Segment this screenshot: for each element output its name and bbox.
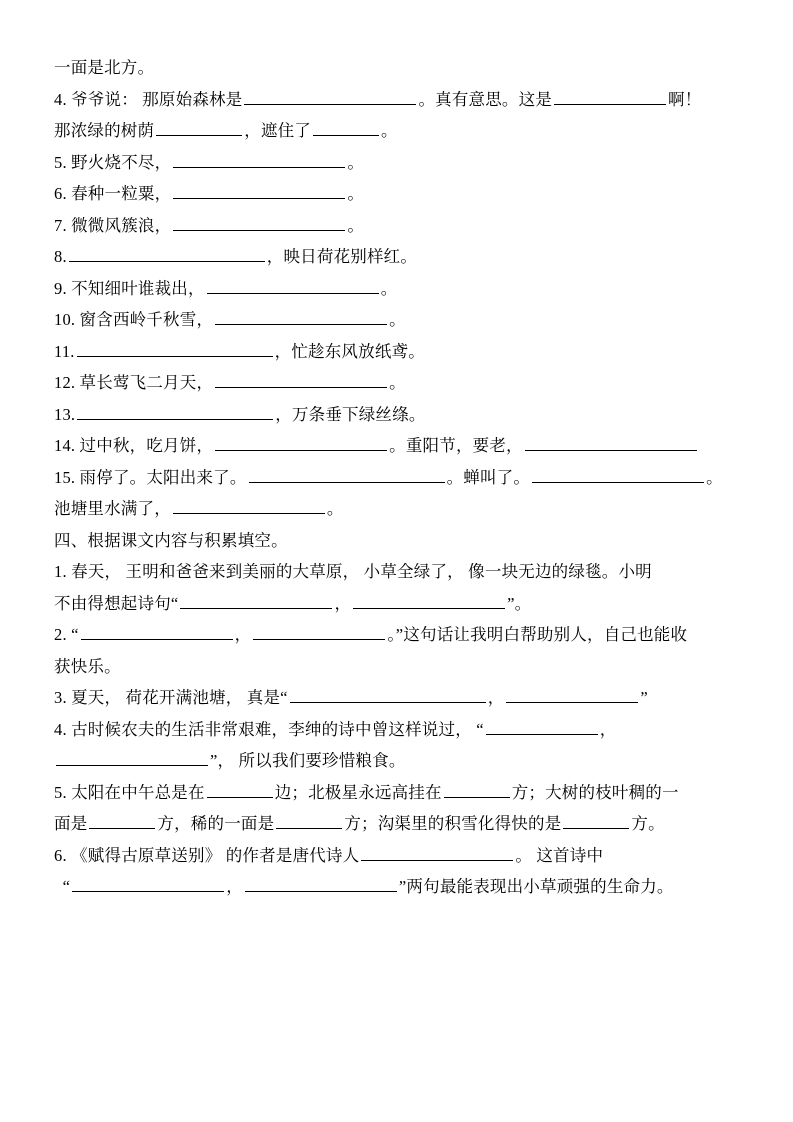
line-text: 一面是北方。 [54, 58, 155, 77]
line-text: ” [640, 688, 648, 707]
line-text: ，映日荷花别样红。 [266, 247, 418, 266]
line-text: 。重阳节，要老， [389, 436, 523, 455]
fill-blank[interactable] [244, 87, 416, 105]
question-7 [54, 210, 739, 242]
line-text: 11. [54, 341, 75, 361]
fill-blank[interactable] [554, 87, 666, 105]
fill-blank[interactable] [173, 496, 325, 514]
fill-blank[interactable] [313, 118, 379, 136]
line-text: 。 [347, 152, 365, 172]
line-text: 13. [54, 404, 76, 424]
section4-question-1-cont [54, 588, 739, 620]
fill-blank[interactable] [563, 811, 629, 829]
line-text: 8. [54, 247, 67, 266]
section4-question-1 [54, 556, 739, 588]
line-text: 15. 雨停了。太阳出来了。 [54, 467, 247, 487]
line-text: 。 [389, 310, 406, 329]
fill-blank[interactable] [207, 276, 379, 294]
line-text: 面是 [54, 814, 88, 833]
fill-blank[interactable] [56, 748, 208, 766]
fill-blank[interactable] [173, 181, 345, 199]
line-text: 6. 春种一粒粟， [54, 184, 172, 203]
section4-question-4 [54, 714, 739, 746]
line-text: 。 [326, 499, 344, 518]
line-text: 不由得想起诗句“ [54, 593, 179, 613]
fill-blank[interactable] [77, 402, 273, 420]
question-15-cont [54, 493, 739, 525]
question-9 [54, 273, 739, 305]
line-text: 2. “ [54, 625, 79, 644]
line-text: 12. 草长莺飞二月天， [54, 373, 214, 392]
section4-question-2 [54, 619, 739, 651]
line-text: 7. 微微风簇浪， [54, 215, 172, 235]
question-14 [54, 430, 739, 462]
line-text: 6. 《赋得古原草送别》 的作者是唐代诗人 [54, 845, 360, 865]
section4-question-2-cont [54, 651, 739, 683]
fill-blank[interactable] [81, 622, 233, 640]
section-heading-4 [54, 525, 739, 557]
fill-blank[interactable] [525, 433, 697, 451]
line-text: 啊！ [668, 89, 702, 109]
line-text: 四、根据课文内容与积累填空。 [54, 530, 288, 550]
line-text: 。 [381, 121, 398, 140]
question-4-cont [54, 115, 739, 147]
line-text: 方。 [631, 814, 665, 833]
line-text: ，忙趁东风放纸鸢。 [274, 341, 425, 361]
line-text: 5. 太阳在中午总是在 [54, 782, 205, 802]
fill-blank[interactable] [245, 874, 397, 892]
line-text: 池塘里水满了， [54, 499, 171, 518]
question-11 [54, 336, 739, 368]
question-13 [54, 399, 739, 431]
fill-blank[interactable] [215, 307, 387, 325]
fill-blank[interactable] [215, 370, 387, 388]
line-text: 1. 春天， 王明和爸爸来到美丽的大草原， 小草全绿了， 像一块无边的绿毯。小明 [54, 562, 652, 581]
line-text: 边；北极星永远高挂在 [274, 782, 442, 802]
line-text: 。 [347, 215, 365, 235]
line-text: ，万条垂下绿丝绦。 [275, 404, 426, 424]
line-text: ， [487, 688, 505, 707]
line-text: 14. 过中秋，吃月饼， [54, 436, 214, 455]
line-text: ， [334, 593, 352, 613]
fill-blank[interactable] [207, 780, 273, 798]
question-6 [54, 178, 739, 210]
section4-question-5 [54, 777, 739, 809]
question-10 [54, 304, 739, 336]
line-text: 方；大树的枝叶稠的一 [511, 782, 679, 802]
fill-blank[interactable] [290, 685, 486, 703]
line-text: 9. 不知细叶谁裁出， [54, 278, 205, 298]
line-text: 。 [347, 184, 365, 203]
fill-blank[interactable] [444, 780, 510, 798]
question-15 [54, 462, 739, 494]
fill-blank[interactable] [173, 213, 345, 231]
question-5 [54, 147, 739, 179]
fill-blank[interactable] [276, 811, 342, 829]
line-text: ， [226, 877, 243, 896]
fill-blank[interactable] [506, 685, 638, 703]
line-text: 那浓绿的树荫 [54, 121, 155, 140]
fill-blank[interactable] [532, 465, 704, 483]
line-text: 方，稀的一面是 [157, 814, 275, 833]
line-text: 10. 窗含西岭千秋雪， [54, 310, 214, 329]
line-text: 5. 野火烧不尽， [54, 152, 172, 172]
line-text: ”， 所以我们要珍惜粮食。 [210, 751, 406, 770]
line-text: ， [234, 625, 252, 644]
line-text: 。 这首诗中 [515, 845, 604, 865]
line-text: 。蝉叫了。 [446, 467, 531, 487]
fill-blank[interactable] [249, 465, 445, 483]
question-4 [54, 84, 739, 116]
fill-blank[interactable] [69, 244, 265, 262]
line-text: 。 [380, 278, 398, 298]
line-text: 获快乐。 [54, 656, 121, 676]
fill-blank[interactable] [486, 717, 598, 735]
line-text: 方；沟渠里的积雪化得快的是 [344, 814, 562, 833]
fill-blank[interactable] [173, 150, 345, 168]
section4-question-6 [54, 840, 739, 872]
line-text: “ [62, 877, 71, 896]
fill-blank[interactable] [89, 811, 155, 829]
fill-blank[interactable] [180, 591, 332, 609]
fill-blank[interactable] [353, 591, 505, 609]
line-text: ，遮住了 [244, 121, 312, 140]
line-text: 。 [389, 373, 406, 392]
question-12 [54, 367, 739, 399]
section4-question-4-cont [54, 745, 739, 777]
fill-blank[interactable] [156, 118, 242, 136]
line-text: ”两句最能表现出小草顽强的生命力。 [398, 877, 674, 896]
fill-blank[interactable] [253, 622, 385, 640]
line-text: 。 [706, 467, 723, 487]
text-line [54, 52, 739, 84]
fill-blank[interactable] [77, 339, 273, 357]
line-text: 4. 爷爷说： 那原始森林是 [54, 89, 243, 109]
section4-question-3 [54, 682, 739, 714]
line-text: 3. 夏天， 荷花开满池塘， 真是“ [54, 688, 288, 707]
line-text: 。真有意思。这是 [418, 89, 553, 109]
line-text: ， [599, 719, 617, 739]
line-text: 。”这句话让我明白帮助别人，自己也能收 [387, 625, 688, 644]
fill-blank[interactable] [72, 874, 224, 892]
line-text: ”。 [507, 593, 532, 613]
section4-question-5-cont [54, 808, 739, 840]
line-text: 4. 古时候农夫的生活非常艰难，李绅的诗中曾这样说过， “ [54, 719, 484, 739]
section4-question-6-cont [54, 871, 739, 903]
fill-blank[interactable] [361, 843, 513, 861]
fill-blank[interactable] [215, 433, 387, 451]
question-8 [54, 241, 739, 273]
